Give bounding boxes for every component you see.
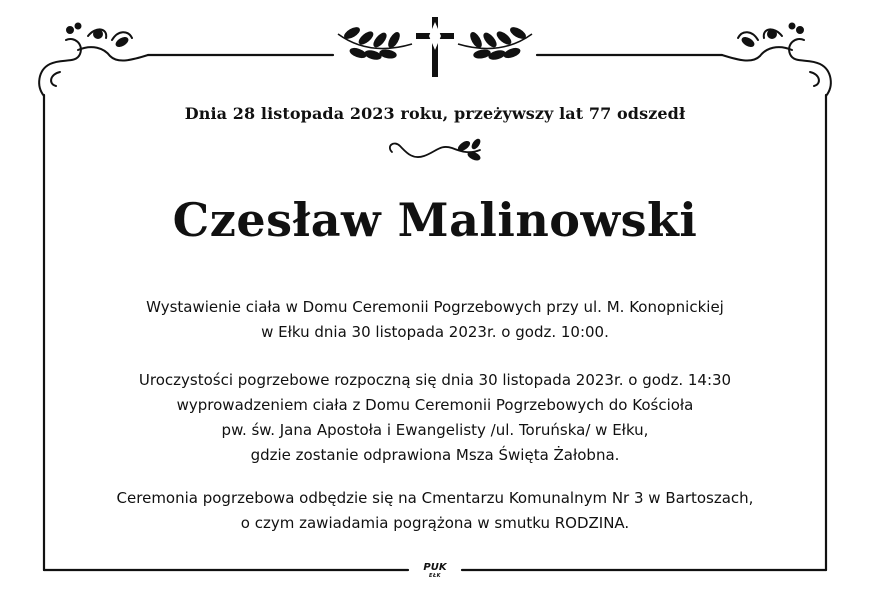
cross-icon	[416, 17, 454, 77]
text-line: w Ełku dnia 30 listopada 2023r. o godz. 10:00.	[261, 323, 609, 341]
death-date-line: Dnia 28 listopada 2023 roku, przeżywszy lat 77 odszedł	[184, 104, 686, 123]
viewing-paragraph	[0, 295, 870, 345]
funeral-paragraph	[0, 368, 870, 468]
text-line: gdzie zostanie odprawiona Msza Święta Żałobna.	[250, 446, 620, 464]
laurel-icon	[458, 26, 532, 60]
burial-paragraph	[0, 486, 870, 536]
corner-flourish-icon	[722, 24, 831, 97]
text-line: Uroczystości pogrzebowe rozpoczną się dnia 30 listopada 2023r. o godz. 14:30	[138, 371, 732, 389]
text-line: Ceremonia pogrzebowa odbędzie się na Cmentarzu Komunalnym Nr 3 w Bartoszach,	[116, 489, 754, 507]
text-line: wyprowadzeniem ciała z Domu Ceremonii Pogrzebowych do Kościoła	[176, 396, 694, 414]
corner-flourish-icon	[39, 24, 148, 97]
logo-main-text: PUK	[423, 562, 447, 573]
text-line: Wystawienie ciała w Domu Ceremonii Pogrzebowych przy ul. M. Konopnickiej	[146, 298, 724, 316]
puk-logo	[412, 563, 458, 579]
laurel-icon	[338, 26, 412, 60]
text-line: pw. św. Jana Apostoła i Ewangelisty /ul. Toruńska/ w Ełku,	[221, 421, 649, 439]
deceased-name: Czesław Malinowski	[172, 193, 698, 247]
text-line: o czym zawiadamia pogrążona w smutku RODZINA.	[240, 514, 630, 532]
logo-sub-text: EŁK	[428, 573, 442, 579]
divider-flourish-icon	[390, 139, 481, 162]
